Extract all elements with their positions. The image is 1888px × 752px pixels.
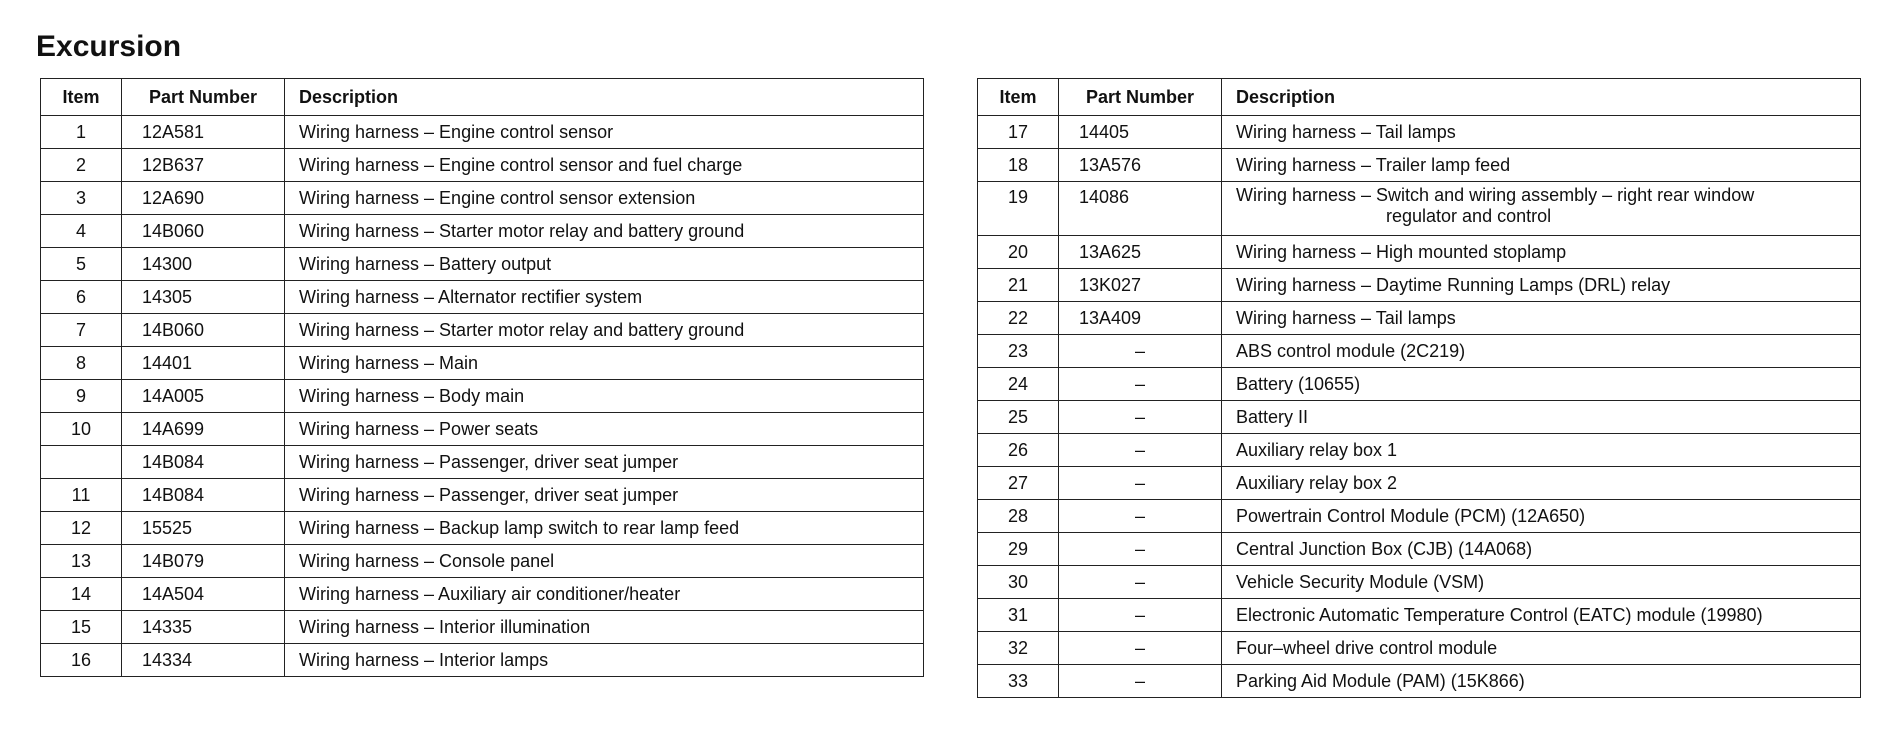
- description-cell: [1222, 434, 1861, 467]
- item-number-cell: 6: [41, 281, 122, 314]
- description-text: Wiring harness – Console panel: [299, 550, 555, 571]
- part-number-column-header: Part Number: [1059, 79, 1222, 116]
- description-text: Wiring harness – Auxiliary air conditioner/heater: [299, 583, 681, 604]
- table-row: [41, 413, 924, 446]
- item-number-cell: 1: [41, 116, 122, 149]
- table-row: [41, 314, 924, 347]
- description-cell: [285, 479, 924, 512]
- description-text: Wiring harness – Daytime Running Lamps (DRL) relay: [1236, 274, 1671, 295]
- description-text: Auxiliary relay box 2: [1236, 472, 1398, 493]
- item-number-cell: 31: [978, 599, 1059, 632]
- item-number-cell: 4: [41, 215, 122, 248]
- description-text: Wiring harness – Starter motor relay and battery ground: [299, 319, 745, 340]
- item-number-cell: 20: [978, 236, 1059, 269]
- part-number-cell: 14305: [122, 281, 285, 314]
- parts-table-right: [977, 78, 1861, 698]
- part-number-cell: –: [1059, 467, 1222, 500]
- item-number-cell: 10: [41, 413, 122, 446]
- description-cell: [1222, 116, 1861, 149]
- part-number-cell: 14335: [122, 611, 285, 644]
- part-number-cell: 12A690: [122, 182, 285, 215]
- description-cell: [285, 644, 924, 677]
- item-number-cell: 25: [978, 401, 1059, 434]
- table-row: [41, 479, 924, 512]
- description-column-header: Description: [1222, 79, 1861, 116]
- part-number-cell: 15525: [122, 512, 285, 545]
- description-cell: [1222, 335, 1861, 368]
- item-number-cell: 23: [978, 335, 1059, 368]
- table-row: [978, 368, 1861, 401]
- table-row: [978, 149, 1861, 182]
- item-number-cell: 22: [978, 302, 1059, 335]
- table-row: [978, 236, 1861, 269]
- description-cell: [1222, 149, 1861, 182]
- part-number-cell: –: [1059, 500, 1222, 533]
- table-header-row: [41, 79, 924, 116]
- table-row: [978, 302, 1861, 335]
- part-number-cell: –: [1059, 533, 1222, 566]
- description-text: Wiring harness – High mounted stoplamp: [1236, 241, 1567, 262]
- description-cell: [285, 512, 924, 545]
- description-continuation: regulator and control: [1386, 206, 1552, 226]
- description-cell: [285, 578, 924, 611]
- table-row: [41, 281, 924, 314]
- table-row: [978, 401, 1861, 434]
- table-row: [41, 644, 924, 677]
- description-text: Wiring harness – Starter motor relay and battery ground: [299, 220, 745, 241]
- part-number-cell: 13K027: [1059, 269, 1222, 302]
- part-number-cell: 14B084: [122, 446, 285, 479]
- table-row: [978, 665, 1861, 698]
- table-row: [41, 446, 924, 479]
- table-row: [41, 182, 924, 215]
- description-cell: [285, 413, 924, 446]
- part-number-cell: 12A581: [122, 116, 285, 149]
- table-row: [41, 611, 924, 644]
- item-number-cell: 26: [978, 434, 1059, 467]
- item-number-cell: 14: [41, 578, 122, 611]
- table-header-row: [978, 79, 1861, 116]
- part-number-cell: –: [1059, 665, 1222, 698]
- item-number-cell: 17: [978, 116, 1059, 149]
- item-column-header: Item: [978, 79, 1059, 116]
- item-number-cell: 5: [41, 248, 122, 281]
- table-row: [41, 380, 924, 413]
- part-number-cell: 14A005: [122, 380, 285, 413]
- part-number-cell: –: [1059, 632, 1222, 665]
- part-number-cell: 14B060: [122, 314, 285, 347]
- description-text: Battery II: [1236, 406, 1309, 427]
- description-text: Wiring harness – Main: [299, 352, 479, 373]
- description-text: Wiring harness – Alternator rectifier system: [299, 286, 643, 307]
- item-column-header: Item: [41, 79, 122, 116]
- page-title: Excursion: [36, 30, 182, 63]
- item-number-cell: 27: [978, 467, 1059, 500]
- item-number-cell: 3: [41, 182, 122, 215]
- description-cell: [285, 545, 924, 578]
- description-text: Wiring harness – Passenger, driver seat jumper: [299, 484, 679, 505]
- part-number-cell: 13A409: [1059, 302, 1222, 335]
- description-cell: [285, 446, 924, 479]
- description-cell: [1222, 182, 1861, 236]
- description-text: Wiring harness – Passenger, driver seat jumper: [299, 451, 679, 472]
- description-cell: [285, 611, 924, 644]
- table-row: [978, 632, 1861, 665]
- item-number-cell: 29: [978, 533, 1059, 566]
- table-row: [978, 269, 1861, 302]
- item-number-cell: 28: [978, 500, 1059, 533]
- description-text: Wiring harness – Switch and wiring assembly – right rear window: [1236, 185, 1755, 205]
- part-number-cell: –: [1059, 434, 1222, 467]
- part-number-cell: 13A625: [1059, 236, 1222, 269]
- item-number-cell: 12: [41, 512, 122, 545]
- description-text: Wiring harness – Trailer lamp feed: [1236, 154, 1511, 175]
- description-cell: [285, 281, 924, 314]
- table-row: [978, 599, 1861, 632]
- description-text: Wiring harness – Power seats: [299, 418, 539, 439]
- part-number-cell: 14B079: [122, 545, 285, 578]
- description-cell: [1222, 269, 1861, 302]
- table-row: [978, 434, 1861, 467]
- item-number-cell: [41, 446, 122, 479]
- table-row: [41, 512, 924, 545]
- description-cell: [285, 116, 924, 149]
- item-number-cell: 11: [41, 479, 122, 512]
- item-number-cell: 9: [41, 380, 122, 413]
- part-number-cell: 14B060: [122, 215, 285, 248]
- description-cell: [285, 380, 924, 413]
- description-text: ABS control module (2C219): [1236, 340, 1466, 361]
- description-cell: [285, 149, 924, 182]
- description-cell: [1222, 632, 1861, 665]
- description-cell: [1222, 599, 1861, 632]
- description-cell: [1222, 500, 1861, 533]
- description-cell: [1222, 467, 1861, 500]
- description-cell: [1222, 236, 1861, 269]
- description-text: Wiring harness – Backup lamp switch to rear lamp feed: [299, 517, 740, 538]
- description-text: Parking Aid Module (PAM) (15K866): [1236, 670, 1525, 691]
- part-number-cell: 14405: [1059, 116, 1222, 149]
- part-number-cell: 14B084: [122, 479, 285, 512]
- table-row: [978, 566, 1861, 599]
- part-number-cell: 14A699: [122, 413, 285, 446]
- parts-table-left: [40, 78, 924, 677]
- item-number-cell: 30: [978, 566, 1059, 599]
- description-cell: [285, 347, 924, 380]
- description-text: Battery (10655): [1236, 373, 1361, 394]
- description-cell: [1222, 302, 1861, 335]
- item-number-cell: 8: [41, 347, 122, 380]
- table-row: [41, 149, 924, 182]
- description-column-header: Description: [285, 79, 924, 116]
- description-text: Wiring harness – Tail lamps: [1236, 307, 1456, 328]
- part-number-cell: –: [1059, 368, 1222, 401]
- part-number-cell: 13A576: [1059, 149, 1222, 182]
- table-row: [978, 500, 1861, 533]
- item-number-cell: 15: [41, 611, 122, 644]
- description-cell: [1222, 665, 1861, 698]
- item-number-cell: 19: [978, 182, 1059, 236]
- description-text: Auxiliary relay box 1: [1236, 439, 1398, 460]
- description-text: Powertrain Control Module (PCM) (12A650): [1236, 505, 1586, 526]
- table-row: [41, 545, 924, 578]
- description-text: Central Junction Box (CJB) (14A068): [1236, 538, 1533, 559]
- part-number-cell: –: [1059, 401, 1222, 434]
- description-cell: [1222, 533, 1861, 566]
- item-number-cell: 13: [41, 545, 122, 578]
- table-row: [978, 467, 1861, 500]
- table-row: [41, 248, 924, 281]
- table-row: [978, 116, 1861, 149]
- description-cell: [1222, 401, 1861, 434]
- description-text: Wiring harness – Battery output: [299, 253, 552, 274]
- part-number-cell: –: [1059, 566, 1222, 599]
- part-number-cell: –: [1059, 335, 1222, 368]
- description-text: Wiring harness – Interior lamps: [299, 649, 549, 670]
- description-cell: [285, 215, 924, 248]
- part-number-cell: 14300: [122, 248, 285, 281]
- part-number-cell: 14A504: [122, 578, 285, 611]
- description-text: Wiring harness – Interior illumination: [299, 616, 591, 637]
- item-number-cell: 2: [41, 149, 122, 182]
- description-cell: [285, 248, 924, 281]
- item-number-cell: 33: [978, 665, 1059, 698]
- item-number-cell: 32: [978, 632, 1059, 665]
- part-number-cell: 14334: [122, 644, 285, 677]
- part-number-cell: 12B637: [122, 149, 285, 182]
- part-number-cell: –: [1059, 599, 1222, 632]
- description-text: Wiring harness – Engine control sensor: [299, 121, 614, 142]
- description-cell: [285, 182, 924, 215]
- description-text: Wiring harness – Engine control sensor extension: [299, 187, 696, 208]
- item-number-cell: 18: [978, 149, 1059, 182]
- description-text: Four–wheel drive control module: [1236, 637, 1498, 658]
- description-text: Wiring harness – Body main: [299, 385, 525, 406]
- item-number-cell: 7: [41, 314, 122, 347]
- table-row: [978, 182, 1861, 236]
- table-row: [41, 215, 924, 248]
- table-row: [978, 533, 1861, 566]
- table-row: [41, 578, 924, 611]
- part-number-cell: 14086: [1059, 182, 1222, 236]
- description-text: Wiring harness – Tail lamps: [1236, 121, 1456, 142]
- item-number-cell: 16: [41, 644, 122, 677]
- table-row: [978, 335, 1861, 368]
- item-number-cell: 24: [978, 368, 1059, 401]
- description-text: Electronic Automatic Temperature Control (EATC) module (19980): [1236, 604, 1763, 625]
- description-text: Vehicle Security Module (VSM): [1236, 571, 1485, 592]
- description-cell: [285, 314, 924, 347]
- description-cell: [1222, 566, 1861, 599]
- table-row: [41, 116, 924, 149]
- table-row: [41, 347, 924, 380]
- part-number-cell: 14401: [122, 347, 285, 380]
- description-text: Wiring harness – Engine control sensor and fuel charge: [299, 154, 743, 175]
- item-number-cell: 21: [978, 269, 1059, 302]
- part-number-column-header: Part Number: [122, 79, 285, 116]
- description-cell: [1222, 368, 1861, 401]
